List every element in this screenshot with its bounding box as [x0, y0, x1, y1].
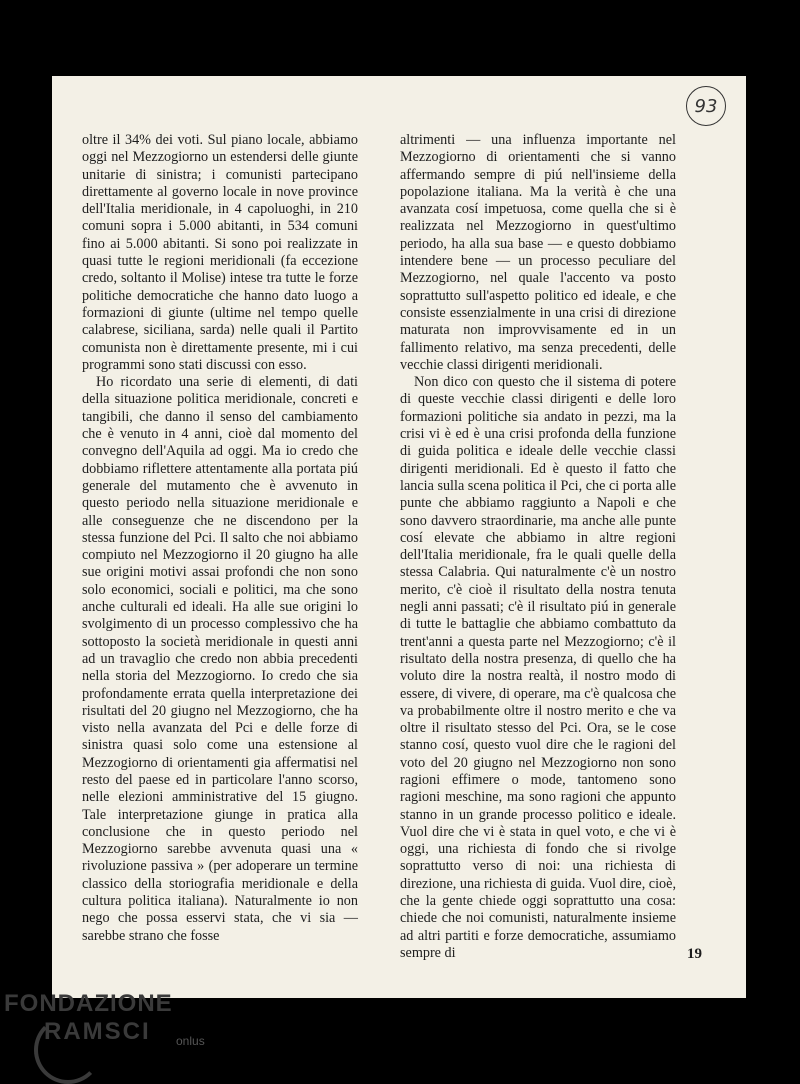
watermark-line-3: onlus [176, 1034, 205, 1048]
page-number: 19 [687, 946, 702, 962]
paragraph: Non dico con questo che il sistema di potere di queste vecchie classi dirigenti e delle loro formazioni politiche sia andato in pezzi, ma la crisi vi è ed è una crisi profonda della funzione di guida politica e ideale delle vecchie classi dirigenti meridionali. Ed è questo il fatto che lancia sulla scena politica il Pci, che ci porta alle punte che abbiamo raggiunto a Napoli e che sono davvero straordinarie, ma anche alle punte cosí elevate che abbiamo in altre regioni dell'Italia meridionale, fra le quali quelle della stessa Calabria. Qui naturalmente c'è un nostro merito, c'è cioè il risultato della nostra tenuta negli anni passati; c'è il risultato piú in generale di tutte le battaglie che abbiamo combattuto da trent'anni a questa parte nel Mezzogiorno; c'è il risultato della nostra presenza, di quello che ha voluto dire la nostra realtà, il nostro modo di essere, di vivere, di operare, ma c'è qualcosa che va probabilmente oltre il nostro merito e che va oltre il risultato stesso del Pci. Ora, se le cose stanno cosí, questo vuol dire che le ragioni del voto del 20 giugno nel Mezzogiorno non sono ragioni effimere o mode, tantomeno sono ragioni meschine, ma sono ragioni che appunto stanno in un grande processo politico e ideale. Vuol dire che vi è stata in quel voto, e che vi è oggi, una richiesta di fondo che si rivolge soprattutto verso di noi: una richiesta di direzione, una richiesta di guida. Vuol dire, cioè, che la gente chiede oggi soprattutto una cosa: chiede che noi comunisti, naturalmente insieme ad altri partiti e forze democratiche, assumiamo sempre di [400, 374, 676, 961]
fondazione-gramsci-watermark [4, 990, 205, 1048]
left-column [82, 132, 358, 945]
paragraph: Ho ricordato una serie di elementi, di dati della situazione politica meridionale, concreti e tangibili, che danno il senso del cambiamento che è venuto in 4 anni, cioè dal momento del convegno dell'Aquila ad oggi. Ma io credo che dobbiamo riflettere attentamente alla portata piú generale del mutamento che è avvenuto in questo periodo nella situazione meridionale e alle conseguenze che ne discendono per la stessa funzione del Pci. Il salto che noi abbiamo compiuto nel Mezzogiorno il 20 giugno ha alle sue origini motivi assai profondi che non sono solo economici, sociali e politici, ma che sono anche culturali ed ideali. Ha alle sue origini lo svolgimento di un processo complessivo che ha sottoposto la società meridionale in questi anni ad un travaglio che credo non abbia precedenti nella storia del Mezzogiorno. Io credo che sia profondamente errata quella interpretazione dei risultati del 20 giugno nel Mezzogiorno, che ha visto nella avanzata del Pci e delle forze di sinistra quasi solo come una estensione al Mezzogiorno di orientamenti gia affermatisi nel resto del paese ed in particolare l'anno scorso, nelle elezioni amministrative del 15 giugno. Tale interpretazione giunge in pratica alla conclusione che in questo periodo nel Mezzogiorno sarebbe avvenuta quasi una « rivoluzione passiva » (per adoperare un termine classico della storiografia meridionale e della cultura politica italiana). Naturalmente io non nego che possa esservi stata, che vi sia — sarebbe strano che fosse [82, 374, 358, 944]
watermark-line-2: RAMSCI [44, 1018, 151, 1045]
watermark-logo-arc [34, 1016, 102, 1084]
paragraph: oltre il 34% dei voti. Sul piano locale, abbiamo oggi nel Mezzogiorno un estendersi delle giunte unitarie di sinistra; i comunisti partecipano direttamente al governo locale in nove province dell'Italia meridionale, in 4 capoluoghi, in 210 comuni sopra i 5.000 abitanti, in 534 comuni fino ai 5.000 abitanti. Si sono poi realizzate in quasi tutte le regioni meridionali (fa eccezione credo, soltanto il Molise) intese tra tutte le forze politiche democratiche che hanno dato luogo a formazioni di giunte (ultime nel tempo quelle calabrese, siciliana, sarda) nelle quali il Partito comunista non è direttamente presente, mi i cui programmi sono stati discussi con esso. [82, 132, 358, 373]
right-column [400, 132, 676, 962]
archive-page-number: 93 [686, 86, 726, 126]
paragraph: altrimenti — una influenza importante nel Mezzogiorno di orientamenti che si vanno affermando sempre di piú nell'insieme della popolazione italiana. Ma la verità è che una avanzata cosí impetuosa, come quella che si è realizzata nel Mezzogiorno in quest'ultimo periodo, ha alla sua base — e questo dobbiamo intendere bene — un processo peculiare del Mezzogiorno, nel quale l'accento va posto soprattutto sull'aspetto politico ed ideale, e che consiste essenzialmente in una crisi di direzione maturata non improvvisamente ed in un fallimento relativo, ma senza precedenti, delle vecchie classi dirigenti meridionali. [400, 132, 676, 373]
watermark-line-1: FONDAZIONE [4, 990, 173, 1017]
document-page [52, 76, 746, 998]
